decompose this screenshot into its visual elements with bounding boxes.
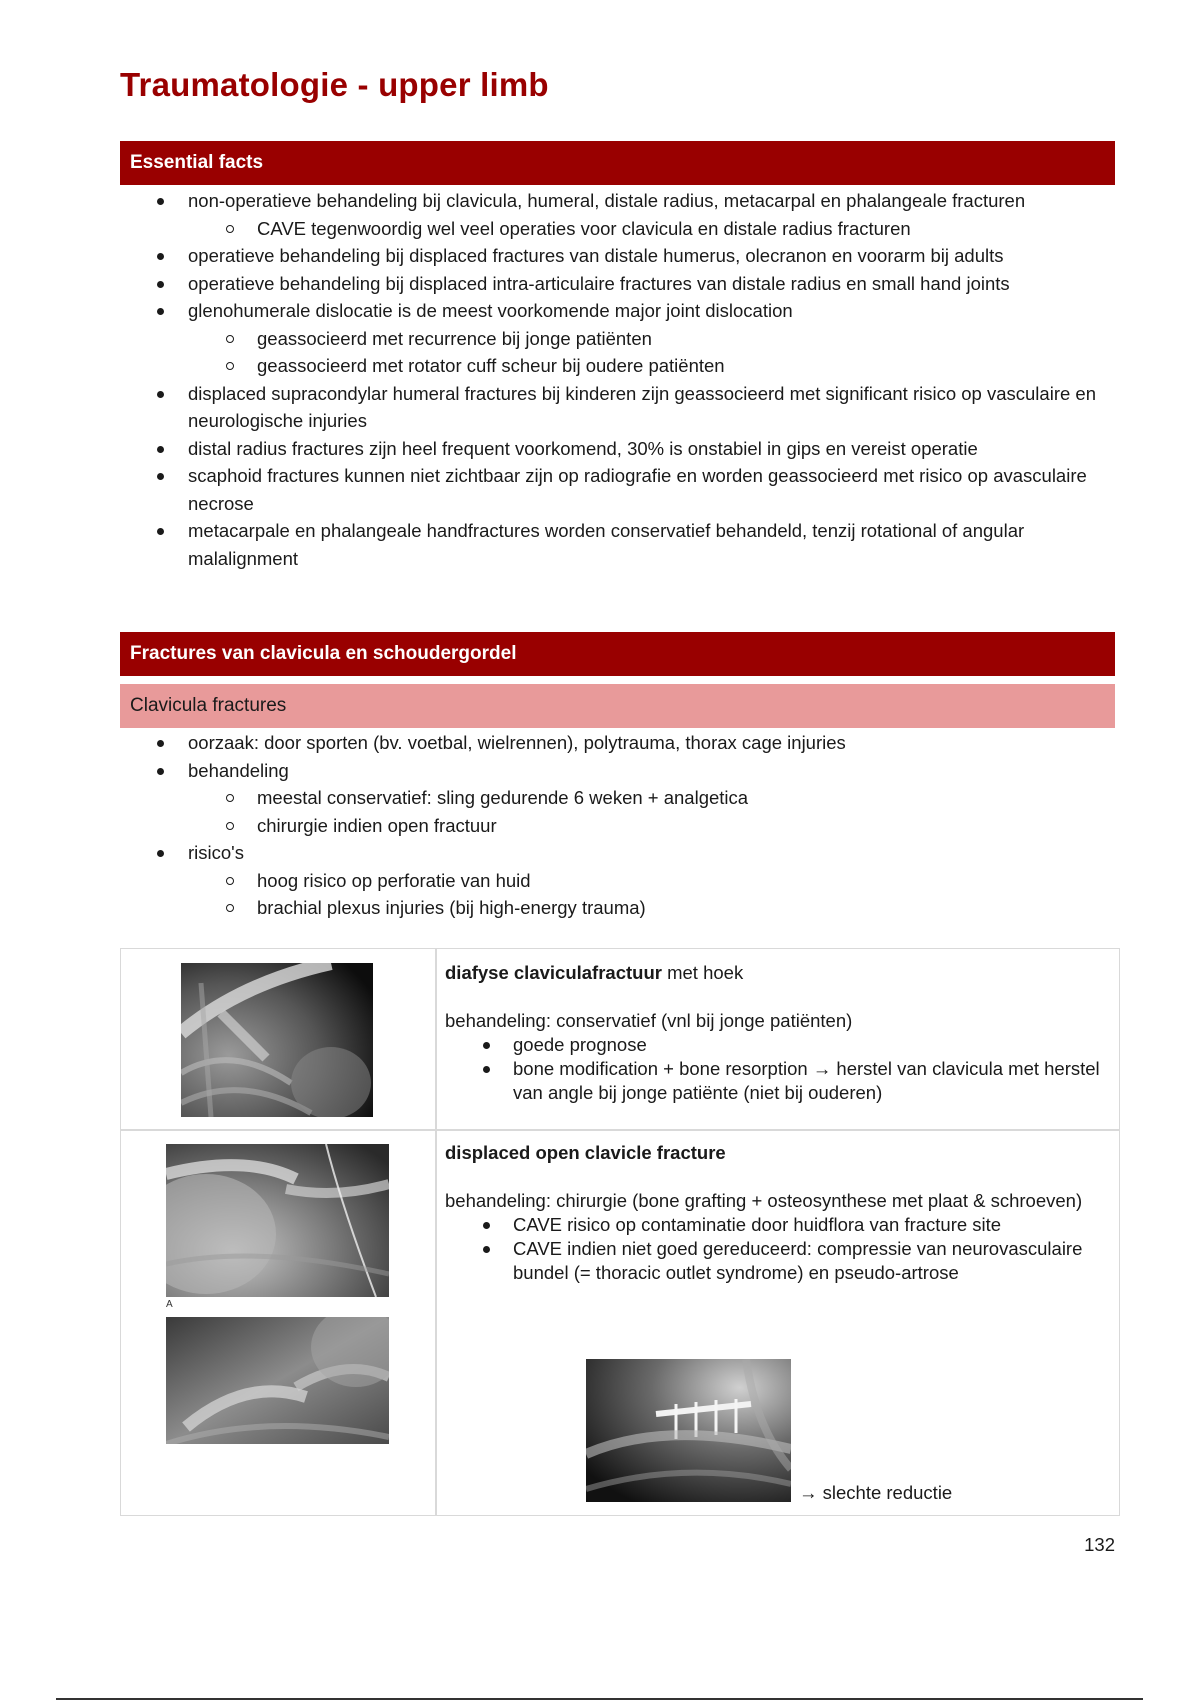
page-number: 132 — [1084, 1534, 1115, 1555]
list-subitem: meestal conservatief: sling gedurende 6 weken + analgetica — [120, 784, 1115, 812]
list-item: operatieve behandeling bij displaced fractures van distale humerus, olecranon en voorarm bij adults — [120, 242, 1115, 270]
page-title: Traumatologie - upper limb — [120, 66, 549, 103]
row1-treatment: behandeling: conservatief (vnl bij jonge patiënten) — [445, 1010, 853, 1031]
section-header-label: Fractures van clavicula en schoudergordel — [130, 643, 517, 664]
table-divider — [435, 949, 437, 1515]
list-subitem: geassocieerd met rotator cuff scheur bij oudere patiënten — [120, 352, 1115, 380]
row1-heading-bold: diafyse claviculafractuur — [445, 962, 662, 983]
image-caption: → slechte reductie — [799, 1482, 953, 1503]
list-item: glenohumerale dislocatie is de meest voorkomende major joint dislocation — [120, 297, 1115, 325]
clavicula-list — [120, 729, 1115, 922]
list-item: goede prognose — [445, 1033, 1113, 1057]
image-table — [120, 948, 1120, 1516]
list-item: non-operatieve behandeling bij clavicula, humeral, distale radius, metacarpal en phalangeale fracturen — [120, 187, 1115, 215]
table-divider — [121, 1129, 1119, 1131]
list-subitem: CAVE tegenwoordig wel veel operaties voor clavicula en distale radius fracturen — [120, 215, 1115, 243]
bottom-rule — [56, 1698, 1143, 1700]
xray-image-displaced-clavicle-b — [166, 1317, 389, 1444]
list-item: CAVE indien niet goed gereduceerd: compressie van neurovasculaire bundel (= thoracic outlet syndrome) en pseudo-artrose — [445, 1237, 1113, 1285]
list-subitem: brachial plexus injuries (bij high-energy trauma) — [120, 894, 1115, 922]
subsection-header-label: Clavicula fractures — [130, 695, 287, 716]
list-item: risico's — [120, 839, 1115, 867]
row1-heading-rest: met hoek — [661, 962, 744, 983]
subsection-header-clavicula-fractures — [120, 684, 1115, 728]
row2-heading: displaced open clavicle fracture — [445, 1142, 726, 1163]
list-item: bone modification + bone resorption → herstel van clavicula met herstel van angle bij jonge patiënte (niet bij ouderen) — [445, 1057, 1113, 1105]
row1-heading — [445, 961, 1113, 985]
list-item: oorzaak: door sporten (bv. voetbal, wielrennen), polytrauma, thorax cage injuries — [120, 729, 1115, 757]
list-item: distal radius fractures zijn heel frequent voorkomend, 30% is onstabiel in gips en vereist operatie — [120, 435, 1115, 463]
list-subitem: geassocieerd met recurrence bij jonge patiënten — [120, 325, 1115, 353]
xray-image-clavicle-angled — [181, 963, 373, 1117]
xray-image-plate-osteosynthesis — [586, 1359, 791, 1502]
section-header-label: Essential facts — [130, 152, 264, 173]
list-item: CAVE risico op contaminatie door huidflora van fracture site — [445, 1213, 1113, 1237]
essential-facts-list — [120, 187, 1115, 572]
row2-description — [445, 1141, 1113, 1285]
list-item: metacarpale en phalangeale handfractures worden conservatief behandeld, tenzij rotational of angular malalignment — [120, 517, 1115, 572]
row2-treatment: behandeling: chirurgie (bone grafting + osteosynthese met plaat & schroeven) — [445, 1190, 1083, 1211]
row1-description — [445, 961, 1113, 1105]
figure-label: A — [166, 1299, 173, 1310]
list-subitem: chirurgie indien open fractuur — [120, 812, 1115, 840]
list-subitem: hoog risico op perforatie van huid — [120, 867, 1115, 895]
section-header-essential-facts — [120, 141, 1115, 185]
section-header-clavicula — [120, 632, 1115, 676]
list-item: behandeling — [120, 757, 1115, 785]
list-item: operatieve behandeling bij displaced intra-articulaire fractures van distale radius en small hand joints — [120, 270, 1115, 298]
list-item: displaced supracondylar humeral fractures bij kinderen zijn geassocieerd met significant risico op vasculaire en neurologische injuries — [120, 380, 1115, 435]
list-item: scaphoid fractures kunnen niet zichtbaar zijn op radiografie en worden geassocieerd met risico op avasculaire necrose — [120, 462, 1115, 517]
xray-image-displaced-clavicle-a — [166, 1144, 389, 1297]
